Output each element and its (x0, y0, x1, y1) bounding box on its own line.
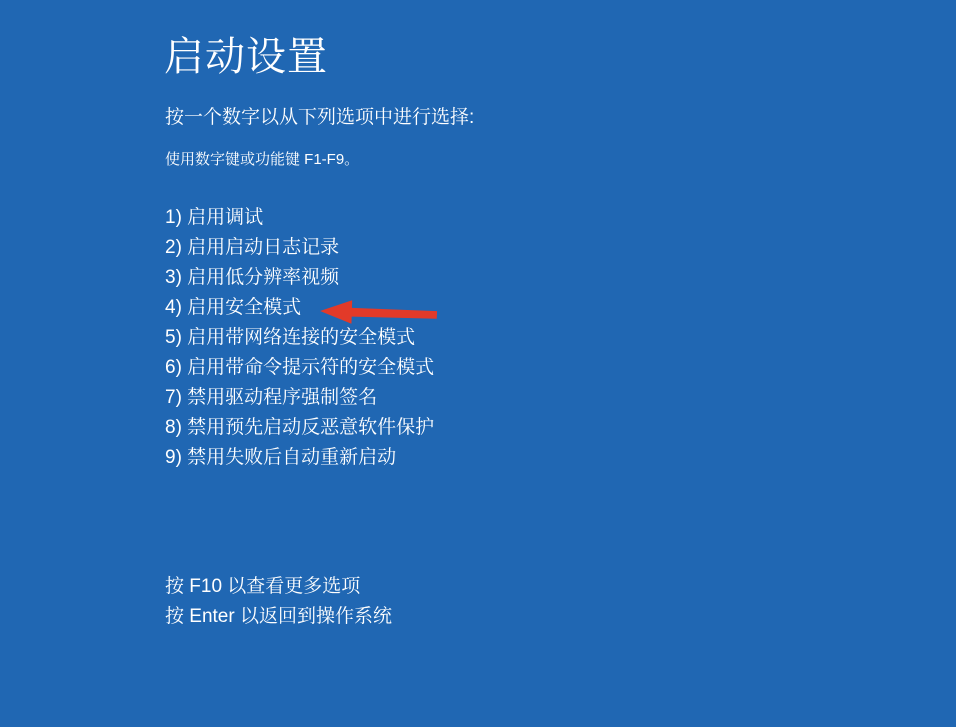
page-title: 启动设置 (164, 35, 328, 79)
instruction-text: 按一个数字以从下列选项中进行选择: (165, 107, 475, 128)
startup-option-3[interactable]: 3) 启用低分辨率视频 (165, 267, 340, 288)
startup-option-5[interactable]: 5) 启用带网络连接的安全模式 (165, 327, 416, 348)
function-keys-hint: 使用数字键或功能键 F1-F9。 (165, 151, 360, 168)
startup-option-2[interactable]: 2) 启用启动日志记录 (165, 237, 340, 258)
startup-option-4[interactable]: 4) 启用安全模式 (165, 297, 302, 318)
footer-hints (165, 572, 392, 632)
footer-hint-enter: 按 Enter 以返回到操作系统 (165, 606, 392, 627)
footer-hint-f10: 按 F10 以查看更多选项 (165, 576, 361, 597)
startup-options-list (165, 203, 434, 473)
startup-option-6[interactable]: 6) 启用带命令提示符的安全模式 (165, 357, 435, 378)
startup-option-9[interactable]: 9) 禁用失败后自动重新启动 (165, 447, 397, 468)
startup-option-7[interactable]: 7) 禁用驱动程序强制签名 (165, 387, 378, 408)
startup-option-1[interactable]: 1) 启用调试 (165, 207, 264, 228)
startup-option-8[interactable]: 8) 禁用预先启动反恶意软件保护 (165, 417, 435, 438)
